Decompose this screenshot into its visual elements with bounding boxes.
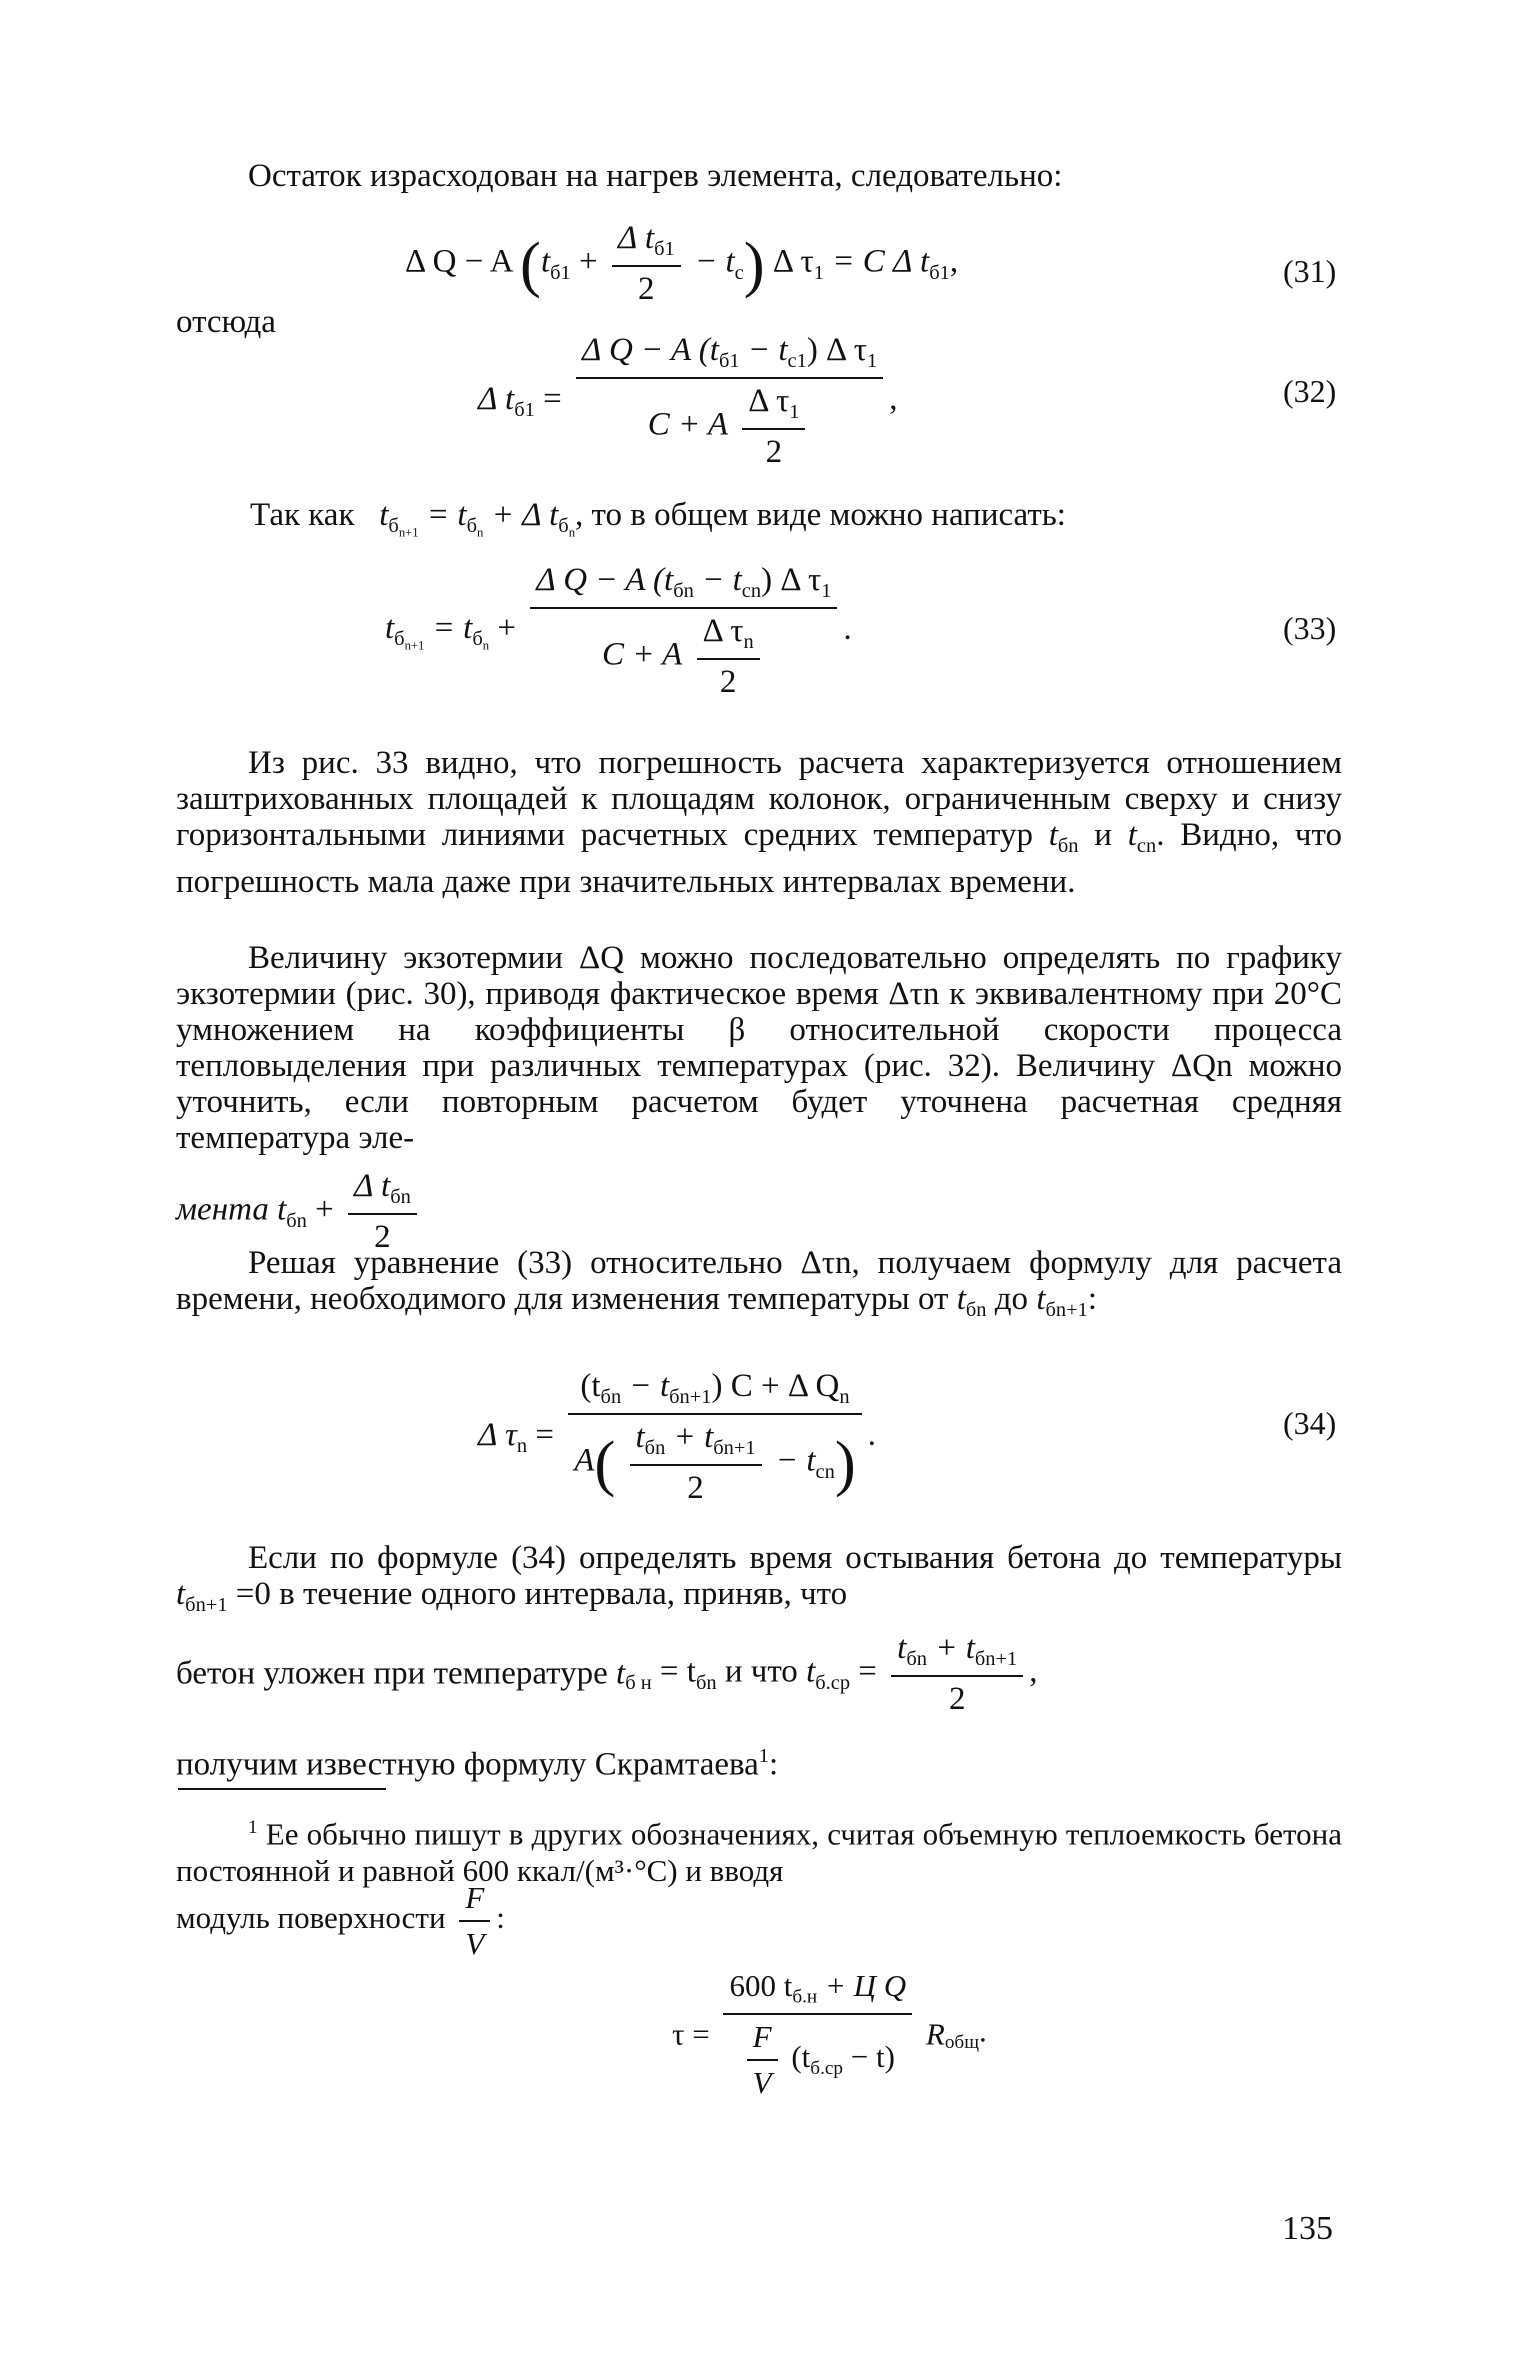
paragraph-exotherm: Величину экзотермии ΔQ можно последовательно определять по графику экзотермии (рис. 30), приводя фактическое время Δτn к эквивалентному при 20°С умножением на коэффициенты β относительной скорости процесса тепловыделения при различных температурах (рис. 32). Величину ΔQn можно уточнить, если повторным расчетом будет уточнена расчетная средняя температура эле- [176, 940, 1342, 1156]
equation-number-32: (32) [1283, 373, 1337, 409]
intro-text: Остаток израсходован на нагрев элемента, следовательно: [248, 158, 1063, 194]
paragraph-fig33: Из рис. 33 видно, что погрешность расчета характеризуется отношением заштрихованных площадей к площадям колонок, ограниченным сверху и снизу горизонтальными линиями расчетных средних температур $t_{бn}$ и $t_{cn}$. Видно, что погрешность мала даже при значительных интервалах времени. [176, 745, 1342, 901]
paragraph-concrete-laid: бетон уложен при температуре $t_{б н} = t_{бn}$ и что $t_{б.ср}$ = $\frac{t_{бn} + t_{бn+1}}{2}$ , [176, 1630, 1038, 1718]
otsyuda-label: отсюда [176, 304, 276, 340]
equation-skramtaev: τ = 600 $t_{б.н} + Ц$ Q $\frac{F}{V}$ $(t_{б.ср} - t)$ $R_{общ}$. [672, 1968, 987, 2100]
footnote-surface-modulus: модуль поверхности $\frac{F}{V}$ : [176, 1880, 505, 1961]
footnote-rule [178, 1788, 386, 1790]
element-temperature-expression: мента $t_{бn}$ + $\frac{\Delta t_{бn}}{2}$ [176, 1168, 423, 1256]
equation-31: Δ Q − A ($t_{б1}$ + $\frac{\Delta t_{б1}}{2}$ − $t_c$) Δ $\tau_1 = C$ Δ $t_{б1}$, [405, 220, 959, 308]
page-number: 135 [1282, 2210, 1333, 2247]
equation-33: $t_{б_{n+1}} = t_{б_n}$ + Δ Q − A $(t_{бn} - t_{cn})$ Δ $\tau_1$ C + A $\frac{\Delta \tau_n}{2}$ . [385, 562, 852, 701]
equation-number-34: (34) [1283, 1405, 1337, 1441]
paragraph-solve-33: Решая уравнение (33) относительно Δτn, получаем формулу для расчета времени, необходимого для изменения температуры от $t_{бn}$ до $t_{бn+1}$: [176, 1245, 1342, 1322]
equation-34: Δ $\tau_n$ = $(t_{бn} - t_{бn+1}) C + \Delta$ $Q_n$ A( $\frac{t_{бn} + t_{бn+1}}{2}$ − $t_{cn}$) . [478, 1368, 876, 1507]
equation-number-31: (31) [1283, 253, 1337, 289]
equation-32: Δ $t_{б1}$ = Δ Q − A $(t_{б1} - t_{c1})$ Δ $\tau_1$ C + A $\frac{\Delta \tau_1}{2}$ , [478, 332, 898, 471]
paragraph-skramtaev: получим известную формулу Скрамтаева$^1$: [176, 1745, 779, 1783]
paragraph-cooling-time: Если по формуле (34) определять время остывания бетона до температуры $t_{бn+1} =0$ в течение одного интервала, приняв, что [176, 1540, 1342, 1617]
footnote-text: $^1$ Ее обычно пишут в других обозначениях, считая объемную теплоемкость бетона постоянной и равной 600 ккал/(м³·°С) и вводя [176, 1816, 1342, 1888]
tak-kak-line: Так как $t_{б_{n+1}} = t_{б_n} + \Delta$ $t_{б_n}$, то в общем виде можно написать: [250, 497, 1066, 540]
equation-number-33: (33) [1283, 610, 1337, 646]
